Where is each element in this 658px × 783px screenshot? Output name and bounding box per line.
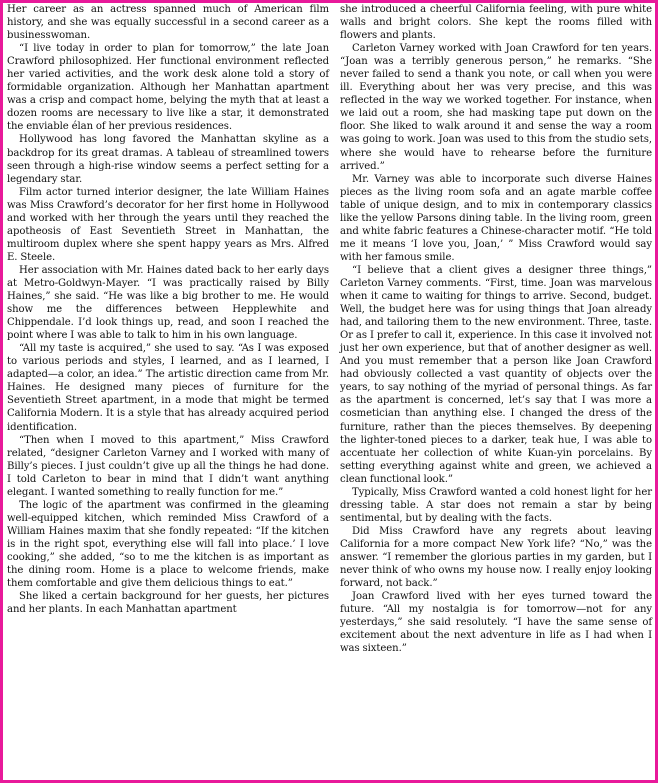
paragraph: “I live today in order to plan for tomorrow,” the late Joan Crawford philosophized. Her functional environment reflected her varied activities, and the work desk alone told a story of formidable organization. Although her Manhattan apartment was a crisp and compact home, belying the myth that at least a dozen rooms are necessary to live like a star, it demonstrated the enviable élan of her previous residences. <box>7 43 329 133</box>
paragraph: Film actor turned interior designer, the late William Haines was Miss Crawford’s decorator for her first home in Hollywood and worked with her through the years until they reached the apotheosis of East Seventieth Street in Manhattan, the multiroom duplex where she spent happy years as Mrs. Alfred E. Steele. <box>7 186 329 263</box>
paragraph: Her association with Mr. Haines dated back to her early days at Metro-Goldwyn-Mayer. “I was practically raised by Billy Haines,” she said. “He was like a big brother to me. He would show me the differences between Hepplewhite and Chippendale. I’d look things up, read, and soon I reached the point where I was able to talk to him in his own language. <box>7 264 329 342</box>
paragraph: she introduced a cheerful California feeling, with pure white walls and bright colors. She kept the rooms filled with flowers and plants. <box>340 4 652 42</box>
paragraph: Hollywood has long favored the Manhattan skyline as a backdrop for its great dramas. A tableau of streamlined towers seen through a high-rise window seems a perfect setting for a legendary star. <box>7 134 329 185</box>
paragraph: Her career as an actress spanned much of American film history, and she was equally successful in a second career as a businesswoman. <box>7 4 329 42</box>
right-column <box>340 3 652 655</box>
left-column <box>7 3 329 616</box>
paragraph: “I believe that a client gives a designer three things,” Carleton Varney comments. “First, time. Joan was marvelous when it came to waiting for things to arrive. Second, budget. Well, the budget here was for using things that Joan already had, and tailoring them to the new environment. Three, taste. Or as I prefer to call it, experience. In this case it involved not just her own experience, but that of another designer as well. And you must remember that a person like Joan Crawford had obviously collected a vast quantity of objects over the years, to say nothing of the myriad of personal things. As far as the apartment is concerned, let’s say that I was more a cosmetician than anything else. I changed the dress of the furniture, rather than the pieces themselves. By deepening the lighter-toned pieces to a darker, teak hue, I was able to accentuate her collection of white Kuan-yin porcelains. By setting everything against white and green, we achieved a clean functional look.” <box>340 264 652 485</box>
paragraph: “Then when I moved to this apartment,” Miss Crawford related, “designer Carleton Varney and I worked with many of Billy’s pieces. I just couldn’t give up all the things he had done. I told Carleton to bear in mind that I didn’t want anything elegant. I wanted something to really function for me.” <box>7 434 329 498</box>
paragraph: She liked a certain background for her guests, her pictures and her plants. In each Manhattan apartment <box>7 591 329 616</box>
paragraph: Carleton Varney worked with Joan Crawford for ten years. “Joan was a terribly generous person,” he remarks. “She never failed to send a thank you note, or call when you were ill. Everything about her was very precise, and this was reflected in the way we worked together. For instance, when we laid out a room, she had masking tape put down on the floor. She liked to walk around it and sense the way a room was going to work. Joan was used to this from the studio sets, where she would have to rehearse before the furniture arrived.” <box>340 43 652 172</box>
paragraph: Joan Crawford lived with her eyes turned toward the future. “All my nostalgia is for tomorrow—not for any yesterdays,” she said resolutely. “I have the same sense of excitement about the next adventure in life as I had when I was sixteen.” <box>340 591 652 655</box>
paragraph: “All my taste is acquired,” she used to say. “As I was exposed to various periods and styles, I learned, and as I learned, I adapted—a color, an idea.” The artistic direction came from Mr. Haines. He designed many pieces of furniture for the Seventieth Street apartment, in a mode that might be termed California Modern. It is a style that has already acquired period identification. <box>7 343 329 433</box>
document-page <box>3 3 655 780</box>
paragraph: Did Miss Crawford have any regrets about leaving California for a more compact New York life? “No,” was the answer. “I remember the glorious parties in my garden, but I never think of who owns my house now. I really enjoy looking forward, not back.” <box>340 525 652 590</box>
paragraph: Mr. Varney was able to incorporate such diverse Haines pieces as the living room sofa and an agate marble coffee table of unique design, and to mix in contemporary classics like the yellow Parsons dining table. In the living room, green and white fabric features a Chinese-character motif. “He told me it means ‘I love you, Joan,’ ” Miss Crawford would say with her famous smile. <box>340 173 652 263</box>
paragraph: The logic of the apartment was confirmed in the gleaming well-equipped kitchen, which reminded Miss Crawford of a William Haines maxim that she fondly repeated: “If the kitchen is in the right spot, everything else will fall into place.’ I love cooking,” she added, “so to me the kitchen is as important as the dining room. Home is a place to welcome friends, make them comfortable and give them delicious things to eat.” <box>7 499 329 590</box>
paragraph: Typically, Miss Crawford wanted a cold honest light for her dressing table. A star does not remain a star by being sentimental, but by dealing with the facts. <box>340 486 652 524</box>
